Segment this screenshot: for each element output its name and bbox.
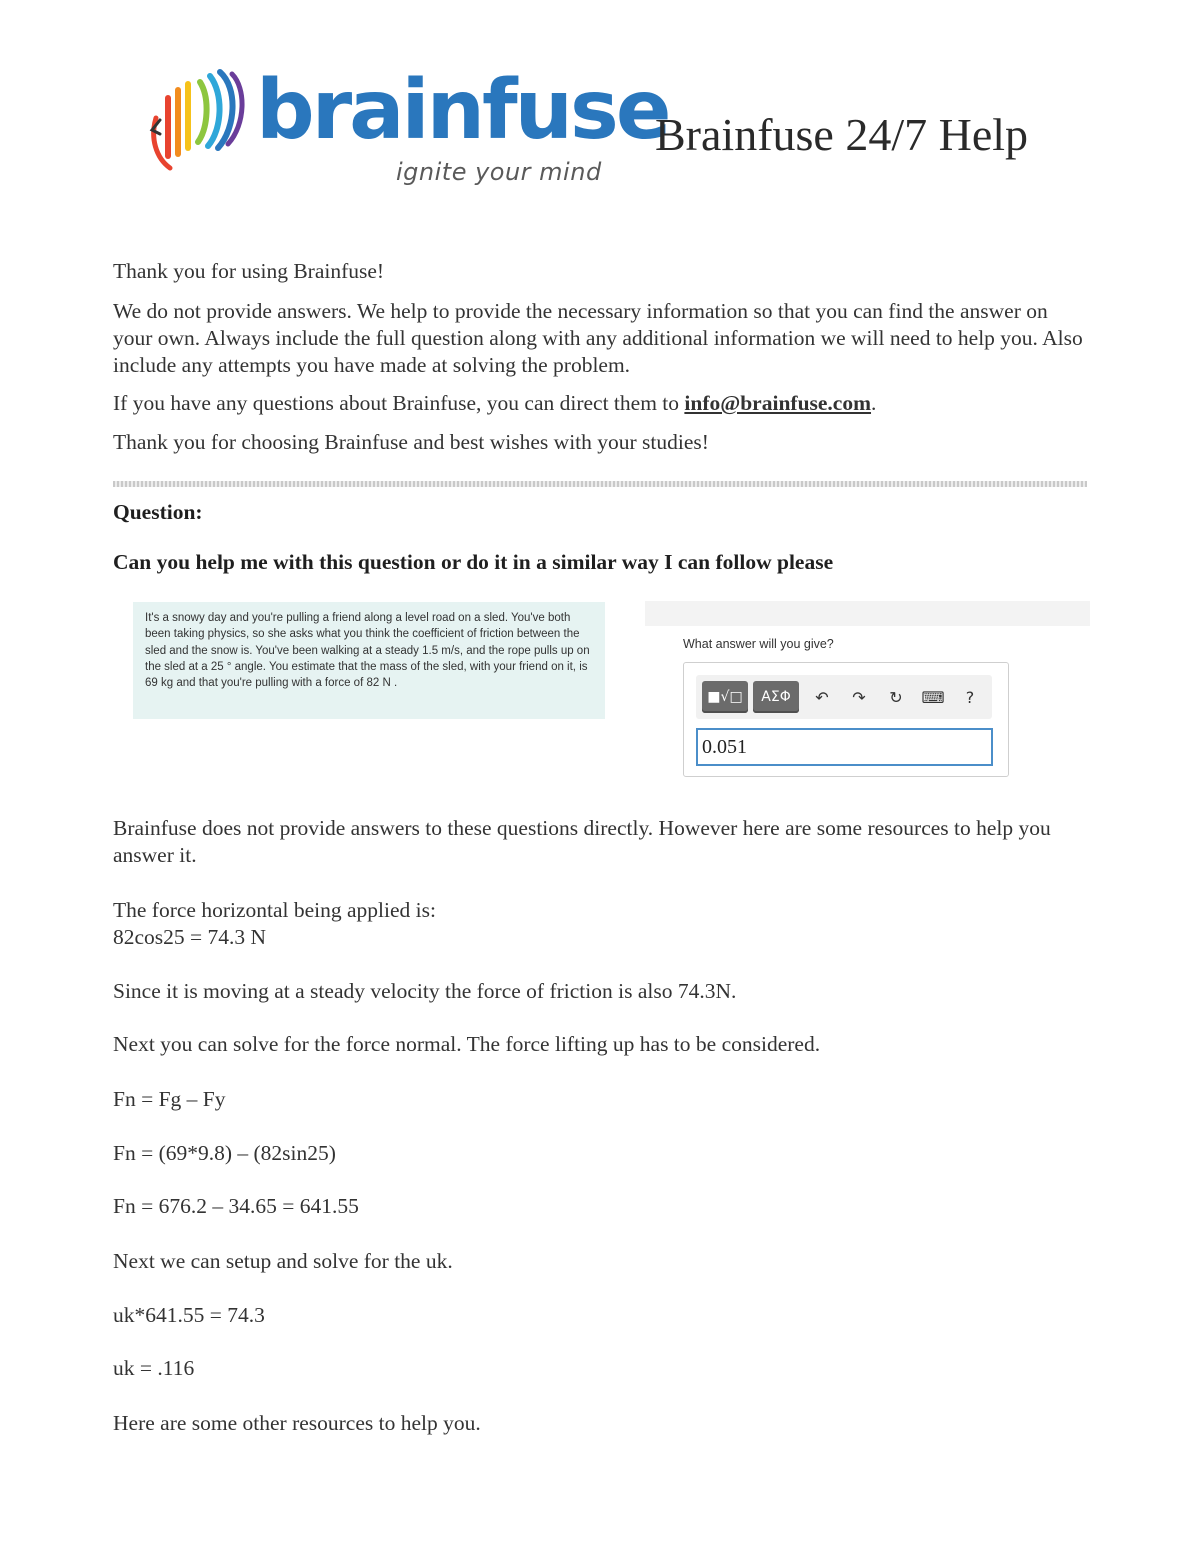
logo-tagline: ignite your mind	[396, 158, 602, 186]
contact-text	[113, 390, 1083, 417]
question-heading: Question:	[113, 500, 203, 524]
normal-force-intro: Next you can solve for the force normal. The force lifting up has to be considered.	[113, 1032, 821, 1056]
contact-prefix: If you have any questions about Brainfuse, you can direct them to	[113, 391, 680, 415]
answer-header-strip	[645, 601, 1090, 626]
resources-text: Here are some other resources to help you.	[113, 1411, 481, 1435]
page-title: Brainfuse 24/7 Help	[655, 109, 1029, 160]
equation-4: uk*641.55 = 74.3	[113, 1303, 265, 1327]
uk-intro: Next we can setup and solve for the uk.	[113, 1249, 453, 1273]
closing-text: Thank you for choosing Brainfuse and best wishes with your studies!	[113, 430, 709, 454]
undo-icon[interactable]: ↶	[815, 687, 829, 707]
equation-2: Fn = (69*9.8) – (82sin25)	[113, 1141, 336, 1165]
logo-wordmark: brainfuse	[256, 63, 669, 158]
horizontal-force-calc: 82cos25 = 74.3 N	[113, 925, 267, 949]
horizontal-force-label: The force horizontal being applied is:	[113, 898, 436, 922]
brainfuse-logo	[148, 63, 669, 188]
problem-statement: It's a snowy day and you're pulling a friend along a level road on a sled. You've both been taking physics, so she asks what you think the coefficient of friction between the sled and the snow is. You've been walking at a steady 1.5 m/s, and the rope pulls up on the sled at a 25 ° angle. You estimate that the mass of the sled, with your friend on it, is 69 kg and that you're pulling with a force of 82 N .	[133, 602, 605, 719]
answer-input[interactable]: 0.051	[696, 728, 993, 766]
redo-icon[interactable]: ↷	[852, 687, 866, 707]
friction-text: Since it is moving at a steady velocity the force of friction is also 74.3N.	[113, 979, 737, 1003]
help-icon[interactable]: ?	[965, 687, 975, 707]
thanks-text: Thank you for using Brainfuse!	[113, 259, 385, 283]
keyboard-icon[interactable]: ⌨	[921, 687, 945, 707]
policy-text: We do not provide answers. We help to provide the necessary information so that you can find the answer on your own. Always include the full question along with any additional information we will need to help you. Also include any attempts you have made at solving the problem.	[113, 299, 1083, 377]
reset-icon[interactable]: ↻	[889, 687, 903, 707]
answer-widget	[683, 662, 1009, 777]
brain-logo-icon	[148, 68, 248, 173]
divider	[113, 481, 1087, 487]
equation-1: Fn = Fg – Fy	[113, 1087, 226, 1111]
question-request: Can you help me with this question or do it in a similar way I can follow please	[113, 550, 834, 574]
contact-email-link[interactable]: info@brainfuse.com	[684, 391, 872, 415]
math-template-button[interactable]: ■√□	[702, 681, 748, 713]
math-toolbar	[696, 675, 992, 719]
equation-3: Fn = 676.2 – 34.65 = 641.55	[113, 1194, 359, 1218]
solution-intro: Brainfuse does not provide answers to these questions directly. However here are some resources to help you answer it.	[113, 816, 1051, 867]
equation-5: uk = .116	[113, 1356, 195, 1380]
answer-prompt: What answer will you give?	[683, 637, 834, 651]
greek-symbols-button[interactable]: ΑΣΦ	[753, 681, 799, 713]
contact-suffix: .	[871, 391, 877, 415]
